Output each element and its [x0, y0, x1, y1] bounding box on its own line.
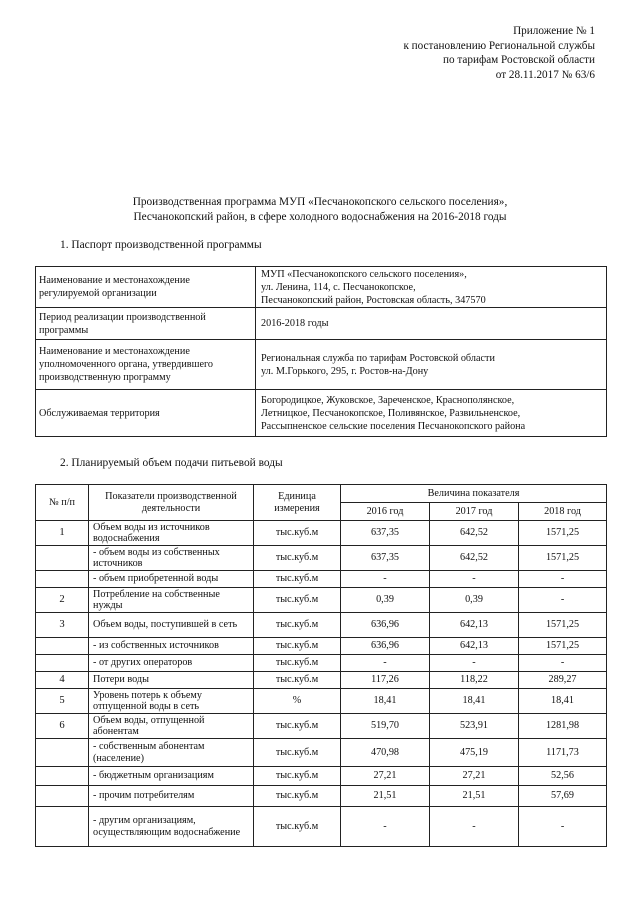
section-2-title: 2. Планируемый объем подачи питьевой воды: [60, 457, 283, 469]
passport-value-line: ул. М.Горького, 295, г. Ростов-на-Дону: [261, 365, 429, 377]
indicator-name: - объем приобретенной воды: [89, 571, 254, 588]
indicator-name: - бюджетным организациям: [89, 767, 254, 786]
document-title: [0, 195, 640, 225]
passport-value-line: ул. Ленина, 114, с. Песчанокопское,: [261, 281, 416, 293]
value-2018: -: [519, 655, 607, 672]
table-row: [36, 588, 607, 613]
passport-value: [256, 267, 607, 308]
passport-value-line: МУП «Песчанокопского сельского поселения»,: [261, 268, 467, 280]
table-row: [36, 714, 607, 739]
table-row: [36, 655, 607, 672]
table-row: [36, 340, 607, 390]
indicator-name: Объем воды из источников водоснабжения: [89, 521, 254, 546]
value-2016: -: [341, 807, 430, 847]
value-2016: -: [341, 571, 430, 588]
unit-cell: тыс.куб.м: [254, 807, 341, 847]
row-number: [36, 655, 89, 672]
table-row: [36, 672, 607, 689]
passport-value-line: Летницкое, Песчанокопское, Поливянское, Развильненское,: [261, 407, 521, 419]
value-2017: 18,41: [430, 689, 519, 714]
indicator-name: - объем воды из собственных источников: [89, 546, 254, 571]
table-row: [36, 571, 607, 588]
table-header-row: [36, 485, 607, 503]
row-number: 1: [36, 521, 89, 546]
header-indicator: Показатели производственной деятельности: [89, 485, 254, 521]
value-2017: -: [430, 807, 519, 847]
unit-cell: тыс.куб.м: [254, 521, 341, 546]
value-2016: 637,35: [341, 521, 430, 546]
value-2018: 1571,25: [519, 546, 607, 571]
value-2017: -: [430, 571, 519, 588]
section-1-title: 1. Паспорт производственной программы: [60, 239, 262, 251]
unit-cell: тыс.куб.м: [254, 546, 341, 571]
value-2016: 470,98: [341, 739, 430, 767]
unit-cell: %: [254, 689, 341, 714]
value-2017: 27,21: [430, 767, 519, 786]
header-year-2017: 2017 год: [430, 503, 519, 521]
passport-label: Обслуживаемая территория: [36, 390, 256, 437]
table-row: [36, 807, 607, 847]
value-2017: -: [430, 655, 519, 672]
table-row: [36, 638, 607, 655]
value-2018: 57,69: [519, 786, 607, 807]
value-2018: 52,56: [519, 767, 607, 786]
appendix-line: от 28.11.2017 № 63/6: [495, 68, 595, 81]
passport-value-line: Песчанокопский район, Ростовская область, 347570: [261, 294, 486, 306]
value-2016: 21,51: [341, 786, 430, 807]
unit-cell: тыс.куб.м: [254, 655, 341, 672]
document-title-line: Песчанокопский район, в сфере холодного водоснабжения на 2016-2018 годы: [133, 211, 507, 223]
unit-cell: тыс.куб.м: [254, 767, 341, 786]
table-row: [36, 308, 607, 340]
passport-value-line: Богородицкое, Жуковское, Зареченское, Краснополянское,: [261, 394, 515, 406]
header-unit: Единица измерения: [254, 485, 341, 521]
value-2018: -: [519, 571, 607, 588]
table-row: [36, 390, 607, 437]
row-number: [36, 739, 89, 767]
passport-label: Наименование и местонахождение регулируемой организации: [36, 267, 256, 308]
row-number: [36, 786, 89, 807]
row-number: [36, 546, 89, 571]
indicator-name: Потребление на собственные нужды: [89, 588, 254, 613]
passport-label: Наименование и местонахождение уполномоченного органа, утвердившего производственную программу: [36, 340, 256, 390]
unit-cell: тыс.куб.м: [254, 571, 341, 588]
value-2016: 0,39: [341, 588, 430, 613]
table-row: [36, 267, 607, 308]
unit-cell: тыс.куб.м: [254, 739, 341, 767]
passport-value-line: Рассыпненское сельские поселения Песчанокопского района: [261, 420, 526, 432]
value-2017: 642,13: [430, 613, 519, 638]
indicator-name: - от других операторов: [89, 655, 254, 672]
header-year-2016: 2016 год: [341, 503, 430, 521]
value-2017: 642,52: [430, 521, 519, 546]
unit-cell: тыс.куб.м: [254, 672, 341, 689]
row-number: 5: [36, 689, 89, 714]
row-number: 6: [36, 714, 89, 739]
table-row: [36, 739, 607, 767]
value-2018: -: [519, 807, 607, 847]
value-2017: 642,13: [430, 638, 519, 655]
unit-cell: тыс.куб.м: [254, 714, 341, 739]
value-2018: 1171,73: [519, 739, 607, 767]
unit-cell: тыс.куб.м: [254, 786, 341, 807]
table-row: [36, 546, 607, 571]
unit-cell: тыс.куб.м: [254, 613, 341, 638]
passport-value-line: 2016-2018 годы: [261, 318, 329, 329]
row-number: [36, 638, 89, 655]
row-number: 2: [36, 588, 89, 613]
water-volume-body: [36, 521, 607, 847]
indicator-name: Объем воды, отпущенной абонентам: [89, 714, 254, 739]
value-2017: 21,51: [430, 786, 519, 807]
value-2016: 637,35: [341, 546, 430, 571]
passport-table: [35, 266, 607, 437]
value-2018: 289,27: [519, 672, 607, 689]
table-row: [36, 521, 607, 546]
value-2018: 1571,25: [519, 521, 607, 546]
value-2016: -: [341, 655, 430, 672]
row-number: 4: [36, 672, 89, 689]
value-2016: 27,21: [341, 767, 430, 786]
header-value-group: Величина показателя: [341, 485, 607, 503]
unit-cell: тыс.куб.м: [254, 638, 341, 655]
value-2016: 117,26: [341, 672, 430, 689]
passport-value: [256, 308, 607, 340]
passport-value: [256, 390, 607, 437]
value-2017: 118,22: [430, 672, 519, 689]
appendix-header: [403, 24, 595, 82]
value-2016: 636,96: [341, 638, 430, 655]
header-num: № п/п: [36, 485, 89, 521]
appendix-line: к постановлению Региональной службы: [403, 39, 595, 52]
value-2017: 523,91: [430, 714, 519, 739]
indicator-name: Объем воды, поступившей в сеть: [89, 613, 254, 638]
passport-value-line: Региональная служба по тарифам Ростовской области: [261, 352, 495, 364]
table-row: [36, 767, 607, 786]
table-row: [36, 613, 607, 638]
value-2016: 18,41: [341, 689, 430, 714]
table-row: [36, 689, 607, 714]
value-2017: 0,39: [430, 588, 519, 613]
value-2017: 475,19: [430, 739, 519, 767]
value-2018: 1571,25: [519, 638, 607, 655]
indicator-name: - собственным абонентам (население): [89, 739, 254, 767]
passport-label: Период реализации производственной программы: [36, 308, 256, 340]
appendix-line: по тарифам Ростовской области: [443, 54, 595, 66]
value-2016: 519,70: [341, 714, 430, 739]
value-2018: 18,41: [519, 689, 607, 714]
table-row: [36, 786, 607, 807]
indicator-name: - прочим потребителям: [89, 786, 254, 807]
value-2017: 642,52: [430, 546, 519, 571]
value-2018: -: [519, 588, 607, 613]
indicator-name: - другим организациям, осуществляющим водоснабжение: [89, 807, 254, 847]
value-2016: 636,96: [341, 613, 430, 638]
row-number: [36, 571, 89, 588]
value-2018: 1281,98: [519, 714, 607, 739]
row-number: [36, 767, 89, 786]
indicator-name: Потери воды: [89, 672, 254, 689]
header-year-2018: 2018 год: [519, 503, 607, 521]
appendix-line: Приложение № 1: [513, 25, 595, 37]
row-number: 3: [36, 613, 89, 638]
row-number: [36, 807, 89, 847]
indicator-name: Уровень потерь к объему отпущенной воды в сеть: [89, 689, 254, 714]
passport-value: [256, 340, 607, 390]
unit-cell: тыс.куб.м: [254, 588, 341, 613]
document-title-line: Производственная программа МУП «Песчанокопского сельского поселения»,: [132, 196, 508, 208]
water-volume-table: [35, 484, 607, 847]
indicator-name: - из собственных источников: [89, 638, 254, 655]
value-2018: 1571,25: [519, 613, 607, 638]
